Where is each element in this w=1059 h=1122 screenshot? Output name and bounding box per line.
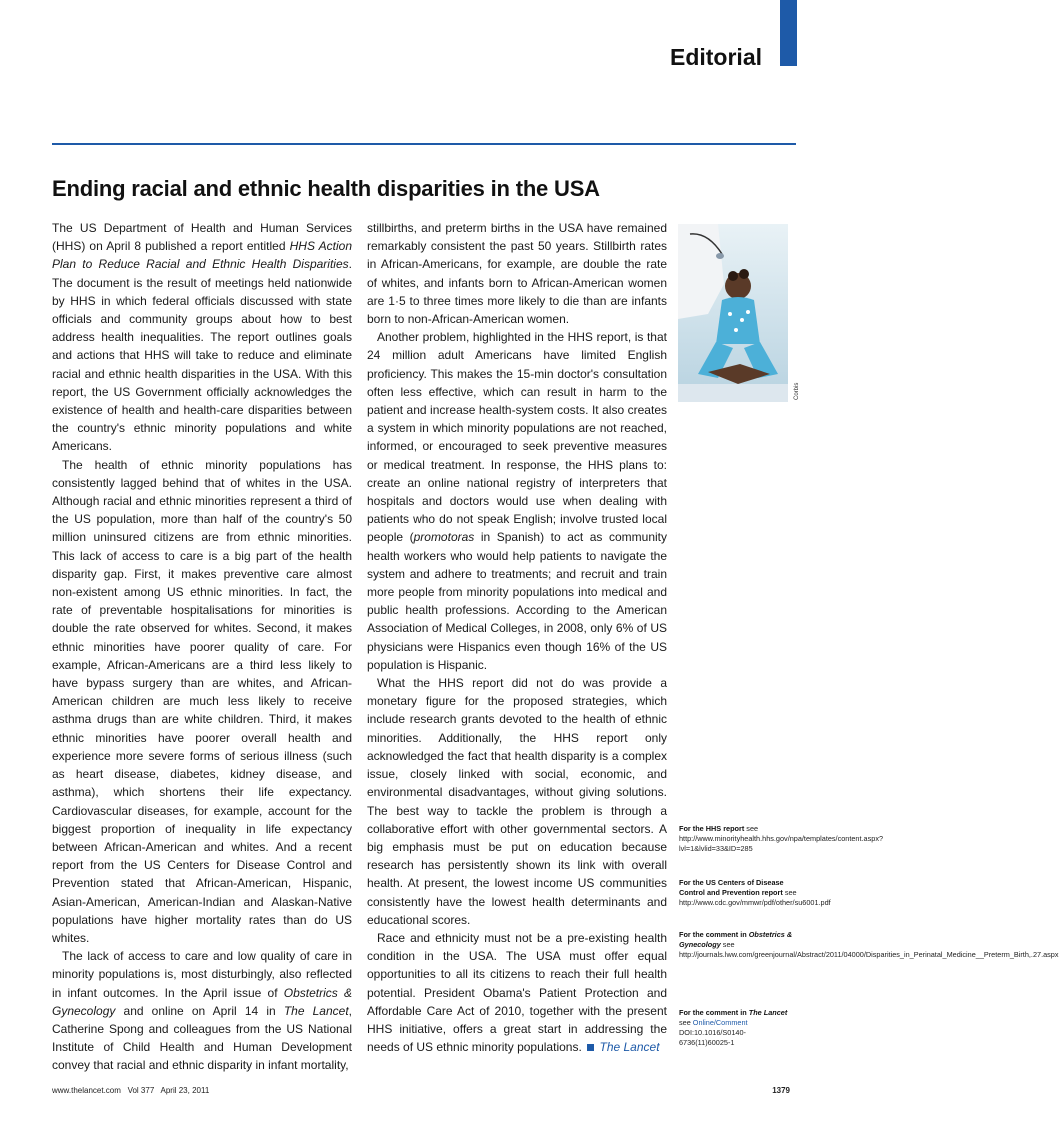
sidebar-note-lancet: For the comment in The Lancet see Online/Comment DOI:10.1016/S0140-6736(11)60025-1 bbox=[679, 1008, 788, 1047]
page-number: 1379 bbox=[772, 1086, 790, 1095]
paragraph: What the HHS report did not do was provide a monetary figure for the proposed strategies, which include research grants devoted to the health of ethnic minorities. Additionally, the HHS report only acknowledged the fact that health disparity is a complex issue, closely linked with social, economic, and environmental disadvantages, without giving solutions. The best way to tackle the problem is through a collaborative effort with other governmental sectors. A big emphasis must be put on education because research has persistently shown its link with overall health. At present, the lowest income US communities consistently have the lowest health determinants and educational scores. bbox=[367, 676, 667, 927]
journal-footer: www.thelancet.com Vol 377 April 23, 2011 bbox=[52, 1086, 210, 1095]
end-mark-icon bbox=[587, 1044, 594, 1051]
sidebar-note-hhs: For the HHS report see http://www.minorityhealth.hhs.gov/npa/templates/content.aspx?lvl=1&lvlid=33&ID=285 bbox=[679, 824, 884, 853]
sidebar-note-cdc: For the US Centers of Disease Control and Prevention report see http://www.cdc.gov/mmwr/pdf/other/su6001.pdf bbox=[679, 878, 831, 907]
section-color-bar bbox=[780, 0, 797, 66]
header-rule bbox=[52, 143, 796, 145]
paragraph: The US Department of Health and Human Services (HHS) on April 8 published a report entitled HHS Action Plan to Reduce Racial and Ethnic Health Disparities. The document is the result of meetings held nationwide by HHS in which federal officials discussed with state officials and community groups about how to best address health inequalities. The report outlines goals and actions that HHS will take to reduce and eliminate racial and ethnic health disparities in the USA. With this report, the US Government officially acknowledges the existence of health and health-care disparities between the country's ethnic minority populations and white Americans. bbox=[52, 221, 352, 454]
body-column-right bbox=[367, 219, 667, 1056]
doi: DOI:10.1016/S0140-6736(11)60025-1 bbox=[679, 1028, 746, 1047]
doctor-child-illustration bbox=[678, 224, 788, 402]
body-column-left bbox=[52, 219, 352, 1075]
photo-credit: Corbis bbox=[794, 382, 800, 400]
section-label: Editorial bbox=[669, 44, 762, 70]
paragraph: stillbirths, and preterm births in the USA have remained remarkably consistent the past 50 years. Stillbirth rates in African-Americans, for example, are double the rate of whites, and infants born to African-American women are 1·5 to three times more likely to die than are infants born to non-African-American women. bbox=[367, 221, 667, 327]
comment-link[interactable]: Online/Comment bbox=[692, 1018, 748, 1027]
paragraph: Another problem, highlighted in the HHS report, is that 24 million adult Americans have limited English proficiency. This makes the 15-min doctor's consultation often less effective, which can result in harm to the patient and increase health-system costs. It also creates a system in which minority populations are not reached, informed, or encouraged to seek preventive measures or medical treatment. In response, the HHS plans to: create an online national registry of interpreters that hospitals and doctors would use when dealing with patients who do not speak English; involve trusted local people (promotoras in Spanish) to act as community health workers who would help patients to navigate the system and adhere to treatments; and recruit and train more people from minority populations into medical and public health professions. According to the American Association of Medical Colleges, in 2008, only 6% of US physicians were Hispanics even though 16% of the US population is Hispanic. bbox=[367, 330, 667, 672]
article-title: Ending racial and ethnic health disparities in the USA bbox=[52, 176, 600, 201]
paragraph: Race and ethnicity must not be a pre-existing health condition in the USA. The USA must offer equal opportunities to all its citizens to reach their full health potential. President Obama's Patient Protection and Affordable Care Act of 2010, together with the present HHS initiative, offers a great start in addressing the needs of US ethnic minority populations. The Lancet bbox=[367, 930, 667, 1055]
paragraph: The health of ethnic minority populations has consistently lagged behind that of whites in the USA. Although racial and ethnic minorities represent a third of the US population, more than half of the country's 50 million uninsured citizens are from ethnic minorities. This lack of access to care is a big part of the health disparity gap. First, it makes preventive care almost non-existent among US ethnic minorities. In fact, the rate of preventable hospitalisations for minorities is double the rate observed for whites. Second, it makes ethnic minorities have poorer quality of care. For example, African-Americans are a third less likely to have bypass surgery than are whites, and African-American children are much less likely to receive asthma drugs than are white children. Third, it makes ethnic minorities have poorer overall health and experience more severe forms of serious illness (such as heart disease, diabetes, kidney disease, and asthma), which shortens their life expectancy. Cardiovascular diseases, for example, account for the biggest proportion of inequality in life expectancy between African-American and whites. And a recent report from the US Centers for Disease Control and Prevention stated that African-American, Hispanic, Asian-American, American-Indian and Alaskan-Native populations have higher mortality rates than do US whites. bbox=[52, 457, 352, 945]
paragraph: The lack of access to care and low quality of care in minority populations is, most disturbingly, also reflected in infant outcomes. In the April issue of Obstetrics & Gynecology and online on April 14 in The Lancet, Catherine Spong and colleagues from the US National Institute of Child Health and Human Development convey that racial and ethnic disparity in infant mortality, bbox=[52, 949, 353, 1073]
signature: The Lancet bbox=[599, 1040, 660, 1055]
article-photo bbox=[678, 224, 788, 402]
sidebar-note-obgyn: For the comment in Obstetrics & Gynecology see http://journals.lww.com/greenjournal/Abstract/2011/04000/Disparities_in_Perinatal_Medicine__Preterm_Birth,.27.aspx bbox=[679, 930, 1059, 959]
